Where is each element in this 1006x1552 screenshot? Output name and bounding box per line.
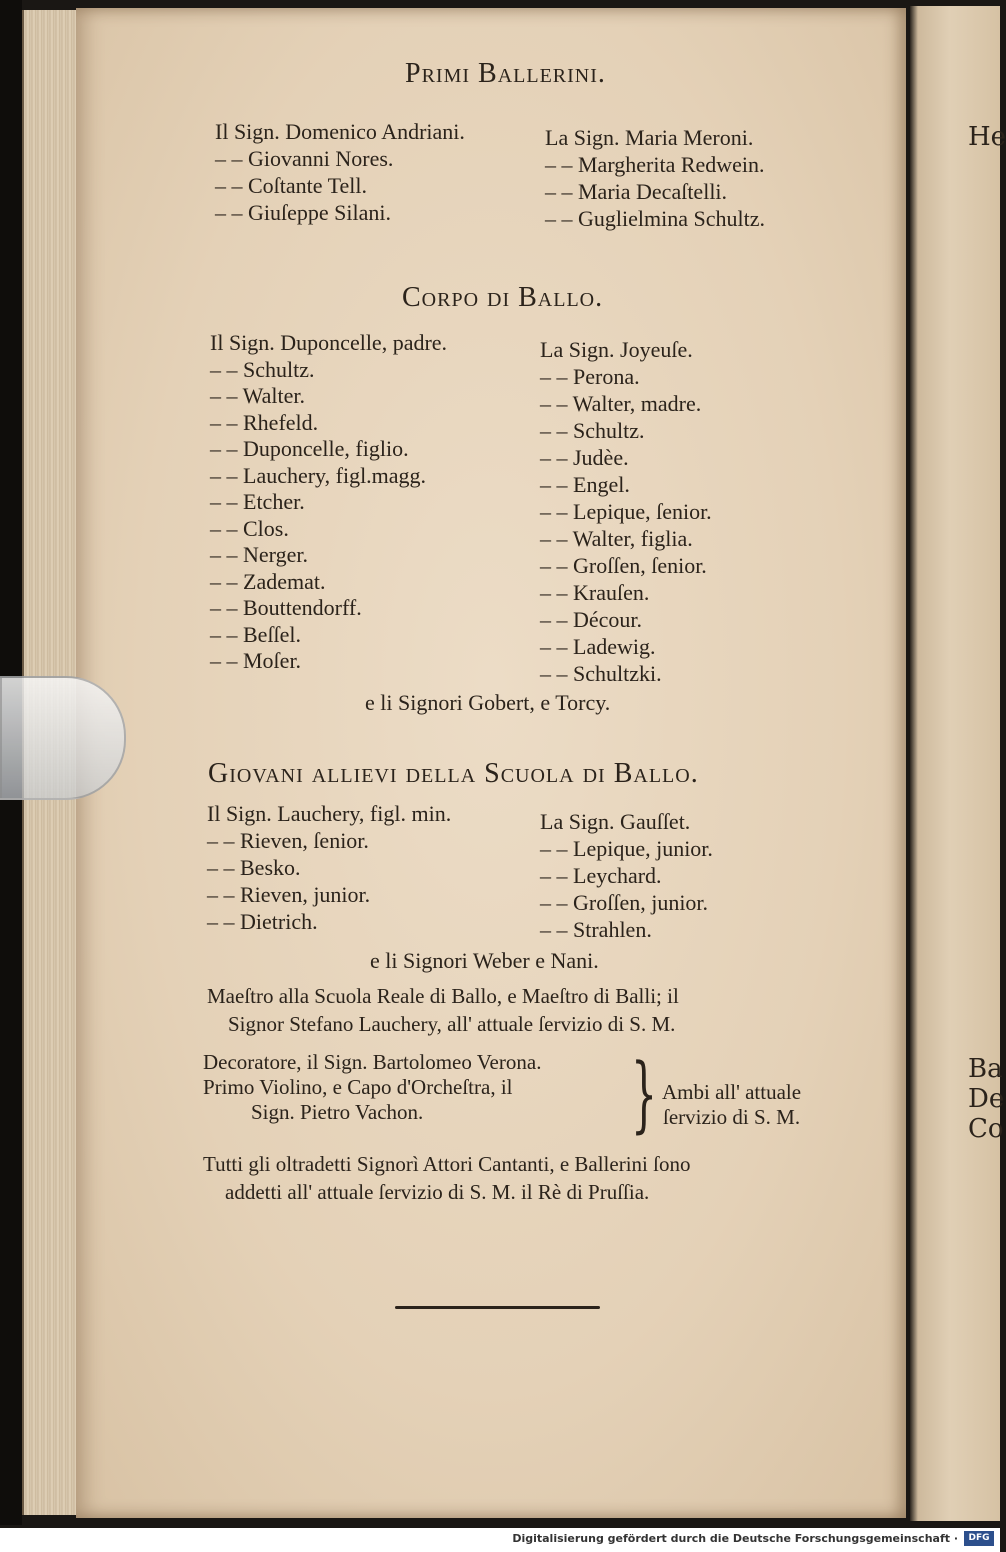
list-item: – – Krauſen. [540, 580, 650, 605]
corpo-right-column [540, 336, 712, 687]
list-item: – – Giovanni Nores. [215, 146, 394, 171]
list-item: – – Walter, figlia. [540, 526, 693, 551]
section-title-allievi: Giovani allievi della Scuola di Ballo. [208, 758, 699, 789]
glass-page-clip [0, 676, 126, 800]
corpo-left-column [210, 330, 447, 675]
list-item: La Sign. Joyeuſe. [540, 337, 693, 362]
list-item: – – Groſſen, ſenior. [540, 553, 707, 578]
list-item: – – Walter, madre. [540, 391, 702, 416]
list-item: – – Etcher. [210, 489, 305, 514]
facing-page-fragment: He [968, 122, 1006, 152]
primi-right-column [545, 124, 765, 232]
list-item: – – Engel. [540, 472, 630, 497]
list-item: Il Sign. Domenico Andriani. [215, 119, 465, 144]
list-item: – – Coſtante Tell. [215, 173, 368, 198]
list-item: – – Décour. [540, 607, 643, 632]
maestro-line: Signor Stefano Lauchery, all' attuale ſervizio di S. M. [228, 1012, 676, 1036]
staff-note [662, 1080, 801, 1130]
allievi-extra-line: e li Signori Weber e Nani. [370, 948, 599, 973]
facing-page-fragment: Co [968, 1114, 1004, 1144]
list-item: – – Perona. [540, 364, 640, 389]
list-item: – – Schultz. [540, 418, 645, 443]
list-item: – – Beſſel. [210, 621, 302, 647]
list-item: – – Margherita Redwein. [545, 152, 765, 177]
list-item: – – Maria Decaſtelli. [545, 179, 728, 204]
list-item: – – Rieven, ſenior. [207, 828, 369, 853]
section-title-primi: Primi Ballerini. [405, 58, 606, 89]
list-item: – – Strahlen. [540, 917, 652, 942]
list-item: – – Bouttendorff. [210, 595, 362, 620]
funding-notice: Digitalisierung gefördert durch die Deutsche Forschungsgemeinschaft · [512, 1532, 958, 1545]
end-rule [395, 1306, 600, 1309]
list-item: – – Duponcelle, figlio. [210, 436, 409, 461]
list-item: – – Groſſen, junior. [540, 890, 709, 915]
closing-line: addetti all' attuale ſervizio di S. M. il Rè di Pruſſia. [225, 1180, 650, 1204]
list-item: La Sign. Maria Meroni. [545, 125, 754, 150]
list-item: – – Ladewig. [540, 634, 656, 659]
list-item: – – Rieven, junior. [207, 882, 371, 907]
list-item: – – Schultz. [210, 356, 315, 382]
list-item: – – Moſer. [210, 648, 302, 673]
list-item: – – Dietrich. [207, 909, 318, 934]
curly-brace: } [631, 1047, 658, 1142]
maestro-line: Maeſtro alla Scuola Reale di Ballo, e Maeſtro di Balli; il [207, 984, 679, 1008]
list-item: – – Clos. [210, 515, 289, 541]
list-item: – – Besko. [207, 855, 301, 880]
footer-bar [0, 1528, 1000, 1552]
list-item: – – Leychard. [540, 863, 662, 888]
list-item: – – Lepique, ſenior. [540, 499, 712, 524]
staff-block [203, 1050, 541, 1125]
closing-line: Tutti gli oltradetti Signorì Attori Cantanti, e Ballerini ſono [203, 1152, 691, 1176]
staff-line: Sign. Pietro Vachon. [251, 1100, 424, 1124]
dfg-logo: DFG [964, 1531, 994, 1546]
staff-line: Decoratore, il Sign. Bartolomeo Verona. [203, 1050, 542, 1074]
primi-left-column [215, 118, 465, 226]
list-item: La Sign. Gauſſet. [540, 809, 691, 834]
allievi-right-column [540, 808, 713, 943]
staff-note-line: Ambi all' attuale [662, 1080, 802, 1104]
list-item: Il Sign. Lauchery, figl. min. [207, 801, 452, 826]
list-item: – – Nerger. [210, 542, 308, 567]
staff-note-line: ſervizio di S. M. [663, 1105, 801, 1129]
list-item: – – Zademat. [210, 568, 326, 594]
list-item: – – Judèe. [540, 445, 629, 470]
list-item: – – Rhefeld. [210, 409, 319, 435]
facing-page-fragment: Ba [968, 1054, 1003, 1084]
list-item: – – Walter. [210, 383, 305, 408]
corpo-extra-line: e li Signori Gobert, e Torcy. [365, 690, 611, 715]
list-item: – – Guglielmina Schultz. [545, 206, 765, 231]
list-item: – – Lepique, junior. [540, 836, 713, 861]
facing-page-edge [910, 6, 1006, 1521]
list-item: Il Sign. Duponcelle, padre. [210, 330, 448, 355]
staff-line: Primo Violino, e Capo d'Orcheſtra, il [203, 1075, 513, 1099]
list-item: – – Schultzki. [540, 661, 662, 686]
section-title-corpo: Corpo di Ballo. [402, 282, 604, 313]
list-item: – – Giuſeppe Silani. [215, 200, 391, 225]
list-item: – – Lauchery, figl.magg. [210, 462, 427, 488]
facing-page-fragment: De [968, 1084, 1005, 1114]
allievi-left-column [207, 800, 451, 935]
